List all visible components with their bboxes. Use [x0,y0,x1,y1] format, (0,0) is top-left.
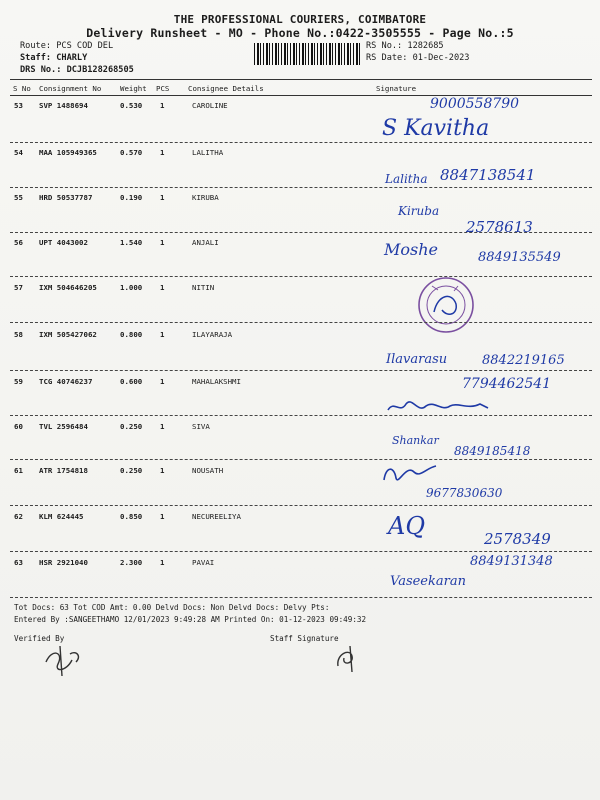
row-divider [10,276,592,277]
verified-by-label: Verified By [14,634,65,643]
handwritten-signature: AQ [388,512,426,540]
row-divider [10,551,592,552]
row-consignee: MAHALAKSHMI [192,377,241,386]
row-consignment: TVL 2596484 [39,422,88,431]
route-label: Route: PCS COD DEL [20,41,114,51]
handwritten-phone: 8842219165 [482,353,565,368]
row-consignment: SVP 1488694 [39,101,88,110]
handwritten-phone: 8847138541 [440,166,536,184]
row-sno: 55 [14,193,23,202]
row-weight: 0.850 [120,512,143,521]
row-divider [10,597,592,598]
row-pcs: 1 [160,283,165,292]
row-consignee: NOUSATH [192,466,224,475]
row-consignment: TCG 40746237 [39,377,93,386]
handwritten-signature: Moshe [384,240,438,259]
staff-label: Staff: CHARLY [20,53,88,63]
header-rule-top [10,79,592,80]
row-divider [10,370,592,371]
handwritten-signature: Ilavarasu [386,352,448,367]
company-title: THE PROFESSIONAL COURIERS, COIMBATORE [173,13,427,26]
row-weight: 0.600 [120,377,143,386]
signature-scribble-icon [380,458,440,488]
staff-signature-icon [330,642,364,674]
handwritten-phone: 8849131348 [470,554,553,569]
row-sno: 59 [14,377,23,386]
row-sno: 61 [14,466,23,475]
rs-date: RS Date: 01-Dec-2023 [366,53,470,63]
row-divider [10,505,592,506]
row-divider [10,232,592,233]
row-consignment: HRD 50537787 [39,193,93,202]
drs-number: DRS No.: DCJB128268505 [20,65,134,75]
row-consignee: NITIN [192,283,215,292]
stamp-icon [408,274,488,336]
col-signature: Signature [376,84,417,93]
col-sno: S No [13,84,31,93]
row-consignment: IXM 504646205 [39,283,97,292]
row-divider [10,459,592,460]
row-sno: 63 [14,558,23,567]
row-consignment: KLM 624445 [39,512,84,521]
row-consignment: HSR 2921040 [39,558,88,567]
row-consignee: SIVA [192,422,210,431]
row-divider [10,415,592,416]
handwritten-phone-2: 9677830630 [426,486,503,500]
barcode-image [254,43,361,65]
handwritten-phone: 8849135549 [478,250,561,265]
entered-by-line: Entered By :SANGEETHAMO 12/01/2023 9:49:28 AM Printed On: 01-12-2023 09:49:32 [14,615,367,624]
col-weight: Weight [120,84,147,93]
handwritten-signature: Kiruba [398,204,440,218]
row-consignment: IXM 505427062 [39,330,97,339]
row-weight: 1.540 [120,238,143,247]
handwritten-signature: S Kavitha [382,116,490,141]
row-consignee: NECUREELIYA [192,512,241,521]
row-weight: 0.250 [120,466,143,475]
row-weight: 1.000 [120,283,143,292]
row-consignee: ILAYARAJA [192,330,233,339]
row-consignee: PAVAI [192,558,215,567]
row-consignee: ANJALI [192,238,219,247]
row-sno: 60 [14,422,23,431]
handwritten-signature: Vaseekaran [390,574,466,589]
row-divider [10,187,592,188]
row-divider [10,142,592,143]
handwritten-signature: Shankar [392,434,439,447]
row-weight: 0.250 [120,422,143,431]
col-pcs: PCS [156,84,170,93]
row-weight: 0.190 [120,193,143,202]
row-sno: 58 [14,330,23,339]
row-consignee: KIRUBA [192,193,219,202]
runsheet-title: Delivery Runsheet - MO - Phone No.:0422-3505555 - Page No.:5 [86,26,514,40]
rs-number: RS No.: 1282685 [366,41,444,51]
row-pcs: 1 [160,238,165,247]
row-pcs: 1 [160,101,165,110]
row-sno: 62 [14,512,23,521]
row-pcs: 1 [160,558,165,567]
handwritten-signature: Lalitha [385,172,428,186]
row-consignee: LALITHA [192,148,224,157]
row-pcs: 1 [160,148,165,157]
row-divider [10,322,592,323]
row-pcs: 1 [160,512,165,521]
row-pcs: 1 [160,330,165,339]
row-consignee: CAROLINE [192,101,228,110]
row-consignment: UPT 4043002 [39,238,88,247]
handwritten-phone: 9000558790 [430,96,520,112]
row-consignment: ATR 1754818 [39,466,88,475]
row-weight: 0.800 [120,330,143,339]
row-pcs: 1 [160,466,165,475]
col-consignment: Consignment No [39,84,102,93]
handwritten-phone: 7794462541 [462,376,552,392]
row-weight: 0.570 [120,148,143,157]
handwritten-phone: 2578613 [466,218,533,236]
handwritten-phone: 2578349 [484,530,551,548]
col-consignee: Consignee Details [188,84,264,93]
row-pcs: 1 [160,193,165,202]
row-pcs: 1 [160,377,165,386]
row-pcs: 1 [160,422,165,431]
row-sno: 54 [14,148,23,157]
row-weight: 0.530 [120,101,143,110]
row-sno: 57 [14,283,23,292]
row-consignment: MAA 105949365 [39,148,97,157]
totals-line: Tot Docs: 63 Tot COD Amt: 0.00 Delvd Docs: Non Delvd Docs: Delvy Pts: [14,603,330,612]
verifier-signature-icon [40,642,86,678]
row-weight: 2.300 [120,558,143,567]
handwritten-phone: 8849185418 [454,444,531,458]
staff-signature-label: Staff Signature [270,634,339,643]
row-sno: 56 [14,238,23,247]
row-sno: 53 [14,101,23,110]
